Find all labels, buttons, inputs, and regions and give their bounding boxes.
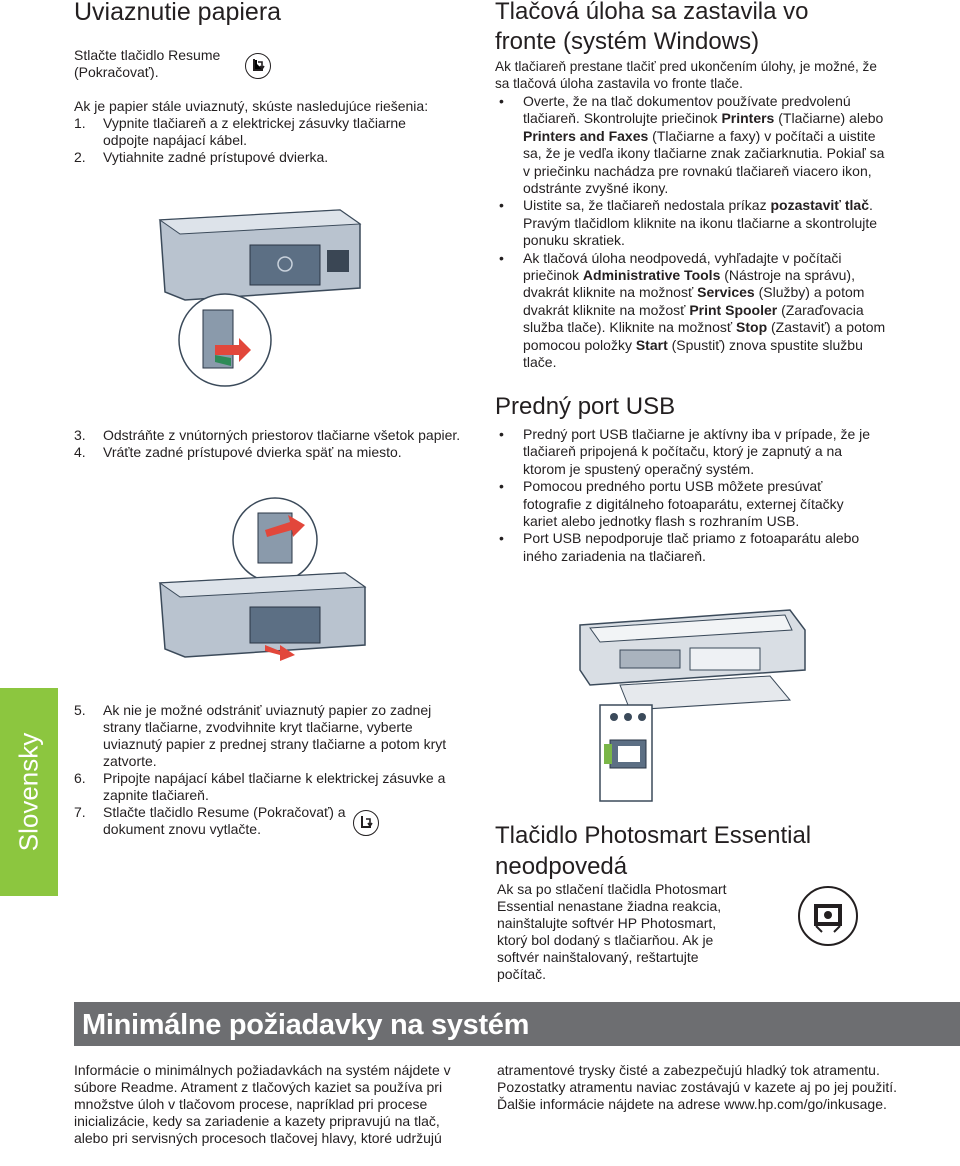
list-item: 6. Pripojte napájací kábel tlačiarne k elektrickej zásuvke a zapnite tlačiareň. <box>74 770 446 803</box>
list-item: 3. Odstráňte z vnútorných priestorov tlačiarne všetok papier. <box>74 427 461 443</box>
photosmart-essential-icon <box>798 886 858 946</box>
printer-rear-door-illustration <box>155 190 370 390</box>
jam-solutions-intro: Ak je papier stále uviaznutý, skúste nasledujúce riešenia: <box>74 98 429 114</box>
steps-list-a <box>74 115 434 166</box>
windows-troubleshooting-list <box>495 93 890 372</box>
photosmart-text: Ak sa po stlačení tlačidla Photosmart Essential nenastane žiadna reakcia, nainštalujte softvér HP Photosmart, ktorý bol dodaný s tlačiarňou. Ak je softvér nainštalovaný, reštartujte počítač. <box>497 881 727 982</box>
steps-list-c <box>74 702 469 838</box>
steps-list-b <box>74 427 474 461</box>
list-item: • Uistite sa, že tlačiareň nedostala príkaz pozastaviť tlač. Pravým tlačidlom kliknite na ikonu tlačiarne a skontrolujte ponuku skratiek. <box>495 197 890 249</box>
heading-front-usb: Predný port USB <box>495 393 676 420</box>
list-item: 4. Vráťte zadné prístupové dvierka späť na miesto. <box>74 444 402 460</box>
list-item: 5. Ak nie je možné odstrániť uviaznutý papier zo zadnej strany tlačiarne, zvodvihnite kryt tlačiarne, vyberte uviaznutý papier z prednej strany tlačiarne a potom kryt zatvorte. <box>74 702 447 769</box>
heading-print-queue: Tlačová úloha sa zastavila vo fronte (systém Windows) <box>495 0 809 55</box>
resume-button-icon <box>245 53 271 79</box>
printer-front-usb-illustration <box>560 600 820 810</box>
heading-requirements: Minimálne požiadavky na systém <box>82 1009 530 1041</box>
printer-door-replace-illustration <box>155 495 375 665</box>
heading-photosmart: Tlačidlo Photosmart Essential neodpovedá <box>495 822 812 880</box>
requirements-text-right: atramentové trysky čisté a zabezpečujú hladký tok atramentu. Pozostatky atramentu naviac zostávajú v kazete aj po jej použití. Ďalšie informácie nájdete na adrese www.hp.com/go/inkusage. <box>497 1062 897 1112</box>
list-item: • Overte, že na tlač dokumentov používate predvolenú tlačiareň. Skontrolujte priečinok Printers (Tlačiarne) alebo Printers and Faxes (Tlačiarne a faxy) v počítači a uistite sa, že je vedľa ikony tlačiarne znak začiarknutia. Pokiaľ sa v priečinku nachádza pre rovnakú tlačiareň viacero ikon, odstránte zvyšné ikony. <box>495 93 890 197</box>
list-item: • Pomocou predného portu USB môžete presúvať fotografie z digitálneho fotoaparátu, externej čítačky kariet alebo jednotky flash s rozhraním USB. <box>495 478 875 530</box>
list-item: 2. Vytiahnite zadné prístupové dvierka. <box>74 149 329 165</box>
language-side-tab <box>0 688 58 896</box>
list-item: • Ak tlačová úloha neodpovedá, vyhľadajte v počítači priečinok Administrative Tools (Nástroje na správu), dvakrát kliknite na možnosť Services (Služby) a potom dvakrát kliknite na možosť Print Spooler (Zaraďovacia služba tlače). Kliknite na možnosť Stop (Zastaviť) a potom pomocou položky Start (Spustiť) znova spustite službu tlače. <box>495 250 890 372</box>
resume-instruction: Stlačte tlačidlo Resume (Pokračovať). <box>74 47 221 80</box>
windows-intro: Ak tlačiareň prestane tlačiť pred ukončením úlohy, je možné, že sa tlačová úloha zastavila vo fronte tlače. <box>495 59 877 91</box>
list-item: • Port USB nepodporuje tlač priamo z fotoaparátu alebo iného zariadenia na tlačiareň. <box>495 530 875 565</box>
list-item: • Predný port USB tlačiarne je aktívny iba v prípade, že je tlačiareň pripojená k počítaču, ktorý je zapnutý a na ktorom je spustený operačný systém. <box>495 426 875 478</box>
list-item: 7. Stlačte tlačidlo Resume (Pokračovať) a dokument znovu vytlačte. <box>74 804 346 837</box>
heading-paper-jam: Uviaznutie papiera <box>74 0 282 26</box>
usb-list <box>495 426 875 565</box>
requirements-text-left: Informácie o minimálnych požiadavkách na systém nájdete v súbore Readme. Atrament z tlačových kaziet sa používa pri množstve úloh v tlačovom procese, napríklad pri procese inicializácie, kedy sa zariadenie a kazety pripravujú na tlač, alebo pri servisných procesoch tlačovej hlavy, ktoré udržujú <box>74 1062 451 1146</box>
resume-button-icon <box>353 810 379 836</box>
language-tab-label: Slovensky <box>13 732 44 852</box>
list-item: 1. Vypnite tlačiareň a z elektrickej zásuvky tlačiarne odpojte napájací kábel. <box>74 115 406 148</box>
